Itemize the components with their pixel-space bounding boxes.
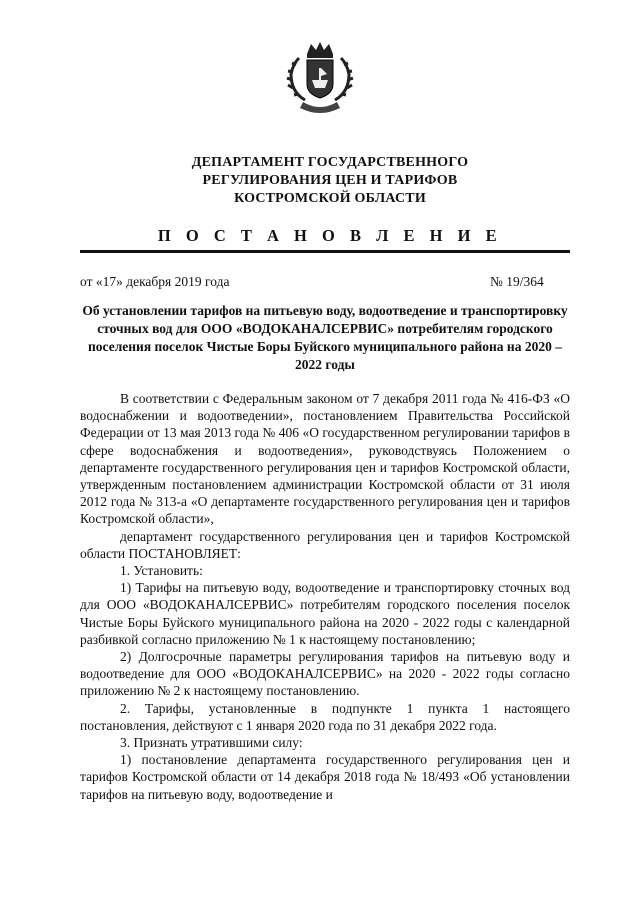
item-1: 1. Установить: [120, 563, 203, 579]
item-3-1: 1) постановление департамента государственного регулирования цен и тарифов Костромской области от 14 декабря 2018 года № 18/493 «Об установлении тарифов на питьевую воду, водоотведение и [80, 752, 570, 802]
decree-title: Об установлении тарифов на питьевую воду, водоотведение и транспортировку сточных вод для ООО «ВОДОКАНАЛСЕРВИС» потребителям городского поселения поселок Чистые Боры Буйского муниципального района на 2020 – 2022 годы [82, 303, 568, 372]
resolves-paragraph: департамент государственного регулирования цен и тарифов Костромской области ПОСТАНОВЛЯЕТ: [80, 528, 570, 561]
item-1-2: 2) Долгосрочные параметры регулирования тарифов на питьевую воду и водоотведение для ООО «ВОДОКАНАЛСЕРВИС» на 2020 - 2022 годы согласно приложению № 2 к настоящему постановлению. [80, 649, 570, 699]
decree-number: № 19/364 [490, 274, 544, 289]
department-name-line-3: КОСТРОМСКОЙ ОБЛАСТИ [234, 191, 426, 206]
decree-date: от «17» декабря 2019 года [80, 274, 230, 289]
decree-type-heading: П О С Т А Н О В Л Е Н И Е [157, 226, 503, 245]
item-1-1: 1) Тарифы на питьевую воду, водоотведение и транспортировку сточных вод для ООО «ВОДОКАНАЛСЕРВИС» потребителям городского поселения поселок Чистые Боры Буйского муниципального района на 2020 - 2022 годы с календарной разбивкой согласно приложению № 1 к настоящему постановлению; [80, 580, 570, 647]
preamble-paragraph: В соответствии с Федеральным законом от 7 декабря 2011 года № 416-ФЗ «О водоснабжении и водоотведении», постановлением Правительства Российской Федерации от 13 мая 2013 года № 406 «О государственном регулировании тарифов в сфере водоснабжения и водоотведения», руководствуясь Положением о департаменте государственного регулирования цен и тарифов Костромской области, утвержденным постановлением администрации Костромской области от 31 июля 2012 года № 313-а «О департаменте государственного регулирования цен и тарифов Костромской области», [80, 391, 570, 527]
department-name-line-1: ДЕПАРТАМЕНТ ГОСУДАРСТВЕННОГО [191, 155, 469, 170]
heading-rule [80, 250, 570, 253]
decree-body [80, 390, 570, 803]
item-3: 3. Признать утратившими силу: [120, 735, 303, 751]
coat-of-arms-icon [285, 40, 355, 116]
item-2: 2. Тарифы, установленные в подпункте 1 пункта 1 настоящего постановления, действуют с 1 января 2020 года по 31 декабря 2022 года. [80, 700, 570, 733]
department-name-line-2: РЕГУЛИРОВАНИЯ ЦЕН И ТАРИФОВ [202, 173, 458, 188]
